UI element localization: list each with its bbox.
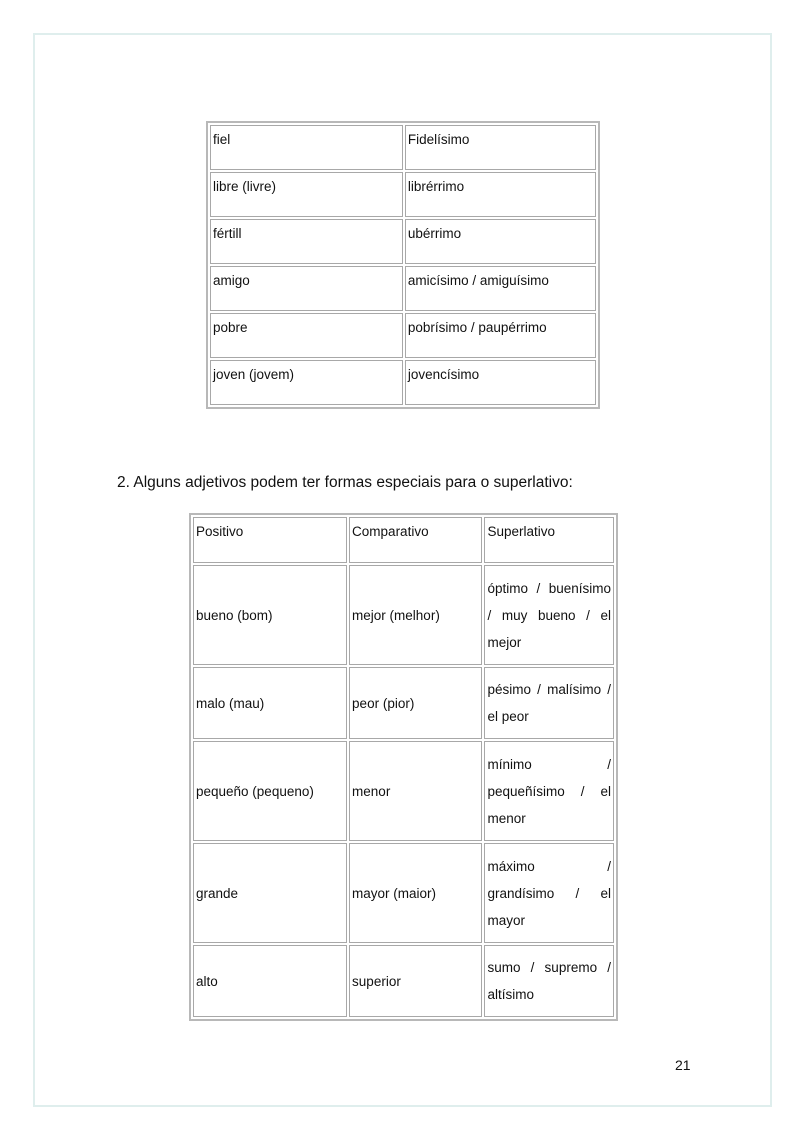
- superlativo-line: grandísimo / el: [487, 885, 611, 901]
- cell-comparativo: peor (pior): [349, 667, 482, 739]
- table-cell: joven (jovem): [210, 360, 403, 405]
- table-row: [193, 945, 614, 1017]
- table-row: [193, 667, 614, 739]
- table-row: [210, 125, 596, 170]
- table-cell: jovencísimo: [405, 360, 596, 405]
- table-cell: librérrimo: [405, 172, 596, 217]
- cell-superlativo: [484, 741, 614, 841]
- superlativo-line: / muy bueno / el: [487, 607, 611, 623]
- superlativo-line: mayor: [487, 912, 525, 928]
- comparison-table: [189, 513, 618, 1021]
- cell-comparativo: menor: [349, 741, 482, 841]
- table-row: [210, 219, 596, 264]
- table-cell: pobre: [210, 313, 403, 358]
- cell-superlativo: [484, 667, 614, 739]
- table-cell: ubérrimo: [405, 219, 596, 264]
- table-header-row: [193, 517, 614, 563]
- superlativo-line: óptimo / buenísimo: [487, 580, 611, 596]
- superlativo-line: pequeñísimo / el: [487, 783, 611, 799]
- table-row: [210, 313, 596, 358]
- cell-positivo: pequeño (pequeno): [193, 741, 347, 841]
- header-superlativo: Superlativo: [484, 517, 614, 563]
- superlativo-line: sumo / supremo /: [487, 960, 611, 975]
- table-row: [210, 172, 596, 217]
- cell-comparativo: mejor (melhor): [349, 565, 482, 665]
- superlativo-line: menor: [487, 810, 526, 826]
- table-cell: pobrísimo / paupérrimo: [405, 313, 596, 358]
- cell-positivo: grande: [193, 843, 347, 943]
- table-cell: fértill: [210, 219, 403, 264]
- table-cell: amicísimo / amiguísimo: [405, 266, 596, 311]
- cell-positivo: malo (mau): [193, 667, 347, 739]
- table-cell: Fidelísimo: [405, 125, 596, 170]
- cell-positivo: alto: [193, 945, 347, 1017]
- superlativo-line: mínimo /: [487, 756, 611, 772]
- table-row: [193, 741, 614, 841]
- table-cell: fiel: [210, 125, 403, 170]
- superlativo-line: mejor: [487, 634, 522, 650]
- table-row: [210, 360, 596, 405]
- header-comparativo: Comparativo: [349, 517, 482, 563]
- header-positivo: Positivo: [193, 517, 347, 563]
- table-row: [193, 843, 614, 943]
- cell-positivo: bueno (bom): [193, 565, 347, 665]
- superlativo-line: pésimo / malísimo /: [487, 682, 611, 697]
- superlativo-line: máximo /: [487, 858, 611, 874]
- superlative-table-irregular: [206, 121, 600, 409]
- section-intro-text: 2. Alguns adjetivos podem ter formas especiais para o superlativo:: [117, 474, 573, 491]
- table-row: [193, 565, 614, 665]
- table-cell: amigo: [210, 266, 403, 311]
- page-number: 21: [675, 1057, 691, 1073]
- table-cell: libre (livre): [210, 172, 403, 217]
- cell-comparativo: mayor (maior): [349, 843, 482, 943]
- table-row: [210, 266, 596, 311]
- cell-superlativo: [484, 565, 614, 665]
- cell-superlativo: [484, 843, 614, 943]
- cell-comparativo: superior: [349, 945, 482, 1017]
- superlativo-line: altísimo: [487, 987, 534, 1002]
- cell-superlativo: [484, 945, 614, 1017]
- superlativo-line: el peor: [487, 709, 529, 724]
